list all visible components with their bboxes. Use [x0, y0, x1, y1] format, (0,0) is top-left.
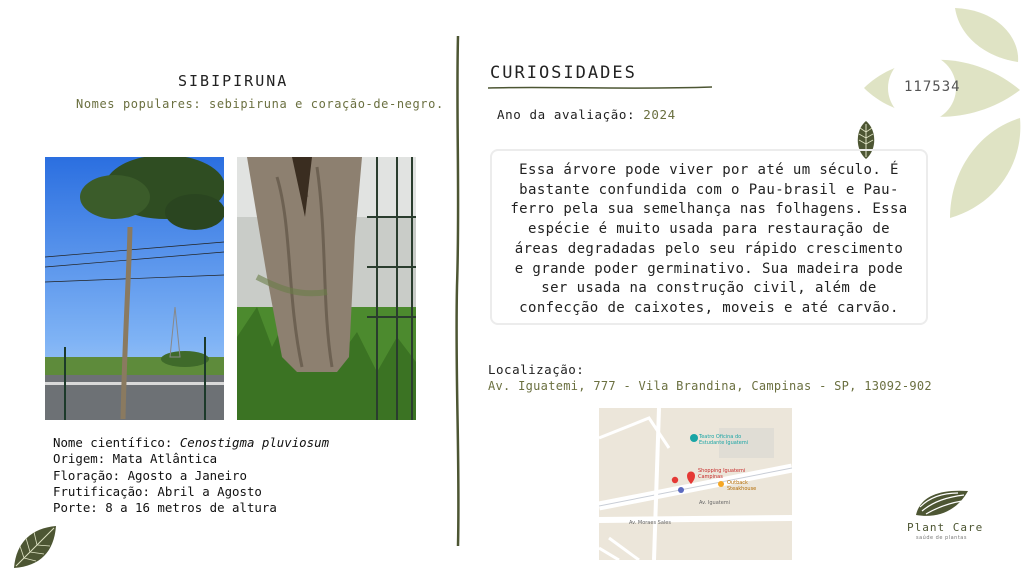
map-label-outback: Outback Steakhouse — [727, 480, 757, 492]
popular-names-value: sebipiruna e coração-de-negro. — [209, 97, 444, 111]
eval-year-label: Ano da avaliação: — [497, 107, 636, 122]
eval-year-line — [497, 107, 676, 122]
facts-block — [53, 435, 329, 516]
popular-names-line — [76, 97, 444, 111]
map-label-theater: Teatro Oficina do Estudante Iguatemi — [699, 434, 749, 446]
section-title: CURIOSIDADES — [490, 63, 637, 83]
center-divider — [452, 36, 464, 546]
fruiting-line: Frutificação: Abril a Agosto — [53, 483, 262, 499]
title-underline — [488, 85, 712, 91]
location-label: Localização: — [488, 362, 585, 377]
tree-photo — [45, 157, 224, 420]
address: Av. Iguatemi, 777 - Vila Brandina, Campinas - SP, 13092-902 — [488, 379, 932, 393]
brand-tagline: saúde de plantas — [916, 535, 967, 541]
corner-leaf-icon — [10, 522, 60, 572]
scientific-name-label: Nome científico: — [53, 435, 173, 450]
curiosity-text: Essa árvore pode viver por até um século. É bastante confundida com o Pau-brasil e Pau-ferro pela sua semelhança nas folhagens. Essa espécie é muito usada para restauração de áreas degradadas pelo seu rápido crescimento e grande poder germinativo. Sua madeira pode ser usada na construção civil, além de confecção de caixotes, moveis e até carvão. — [510, 162, 908, 316]
species-title: SIBIPIRUNA — [178, 72, 289, 90]
scientific-name-value: Cenostigma pluviosum — [179, 435, 330, 450]
trunk-photo — [237, 157, 416, 420]
brand-name: Plant Care — [907, 521, 984, 534]
map-label-av-iguatemi: Av. Iguatemi — [699, 500, 731, 506]
curiosity-box — [490, 149, 928, 325]
map-label-shopping: Shopping Iguatemi Campinas — [698, 468, 746, 480]
plant-care-logo-icon — [914, 487, 970, 519]
map-label-av-moraes: Av. Moraes Sales — [629, 520, 671, 526]
flowering-line: Floração: Agosto a Janeiro — [53, 467, 247, 483]
origin-line: Origem: Mata Atlântica — [53, 451, 218, 467]
size-line: Porte: 8 a 16 metros de altura — [53, 500, 277, 516]
tree-id: 117534 — [904, 79, 961, 95]
scientific-name-line — [53, 435, 329, 451]
location-map[interactable] — [599, 408, 792, 560]
popular-names-label: Nomes populares: — [76, 97, 202, 111]
eval-year-value: 2024 — [643, 107, 676, 122]
